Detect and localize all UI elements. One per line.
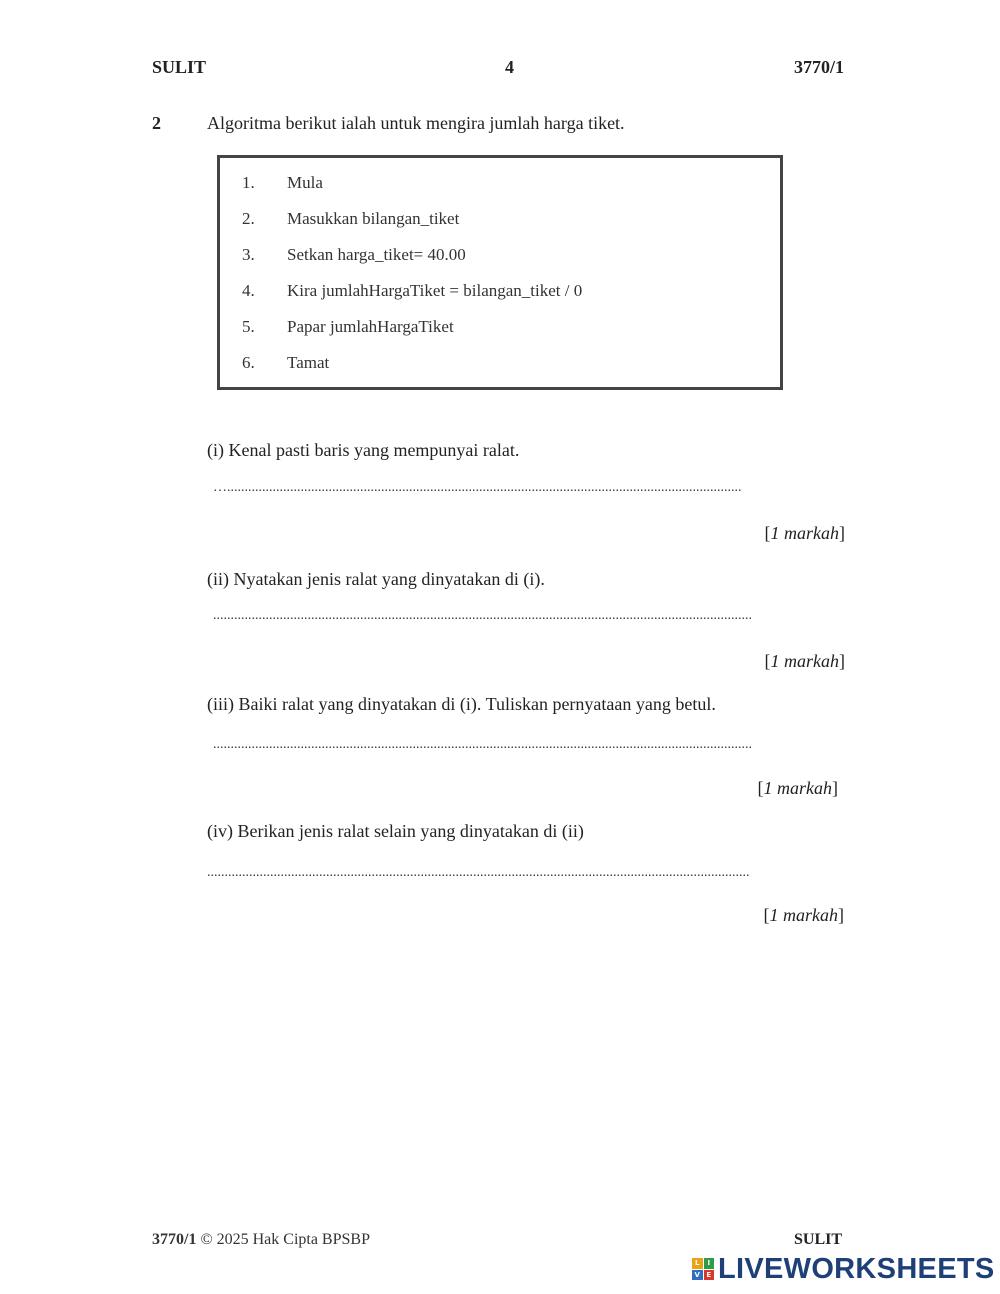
step-text: Kira jumlahHargaTiket = bilangan_tiket / 0: [287, 281, 583, 300]
header-sulit-label: SULIT: [152, 57, 207, 77]
answer-line-ii[interactable]: ..........................................................................................................................................................: [213, 608, 752, 623]
liveworksheets-icon: L I V E: [692, 1258, 714, 1280]
page-number: 4: [505, 57, 514, 77]
algorithm-box: [217, 155, 783, 390]
footer-copyright-text: © 2025 Hak Cipta BPSBP: [200, 1231, 370, 1248]
step-number: 4.: [242, 281, 255, 300]
paper-code: 3770/1: [794, 57, 845, 77]
step-text: Tamat: [287, 353, 330, 372]
subquestion-iv-text: (iv) Berikan jenis ralat selain yang dinyatakan di (ii): [207, 821, 584, 841]
step-text: Masukkan bilangan_tiket: [287, 209, 460, 228]
mark-label-iii: [1 markah]: [757, 778, 838, 798]
subquestion-ii-text: (ii) Nyatakan jenis ralat yang dinyatakan di (i).: [207, 569, 545, 589]
step-text: Mula: [287, 173, 323, 192]
step-number: 2.: [242, 209, 255, 228]
question-text: Algoritma berikut ialah untuk mengira jumlah harga tiket.: [207, 113, 625, 133]
subquestion-iii-text: (iii) Baiki ralat yang dinyatakan di (i). Tuliskan pernyataan yang betul.: [207, 694, 716, 714]
answer-line-i[interactable]: …...................................................................................................................................................: [213, 480, 742, 495]
footer-paper-code: 3770/1: [152, 1231, 197, 1248]
step-number: 5.: [242, 317, 255, 336]
liveworksheets-logo[interactable]: [692, 1254, 995, 1284]
step-number: 6.: [242, 353, 255, 372]
answer-line-iv[interactable]: ...........................................................................................................................................................: [207, 865, 750, 880]
subquestion-i-text: (i) Kenal pasti baris yang mempunyai ralat.: [207, 440, 520, 460]
mark-label-ii: [1 markah]: [764, 651, 845, 671]
question-number: 2: [152, 113, 161, 133]
footer-sulit-label: SULIT: [794, 1231, 843, 1248]
answer-line-iii[interactable]: ..........................................................................................................................................................: [213, 737, 752, 752]
liveworksheets-wordmark: LIVEWORKSHEETS: [718, 1252, 995, 1285]
mark-label-iv: [1 markah]: [763, 905, 844, 925]
footer-copyright: [152, 1231, 370, 1249]
mark-label-i: [1 markah]: [764, 523, 845, 543]
step-number: 1.: [242, 173, 255, 192]
step-text: Papar jumlahHargaTiket: [287, 317, 454, 336]
step-number: 3.: [242, 245, 255, 264]
step-text: Setkan harga_tiket= 40.00: [287, 245, 466, 264]
